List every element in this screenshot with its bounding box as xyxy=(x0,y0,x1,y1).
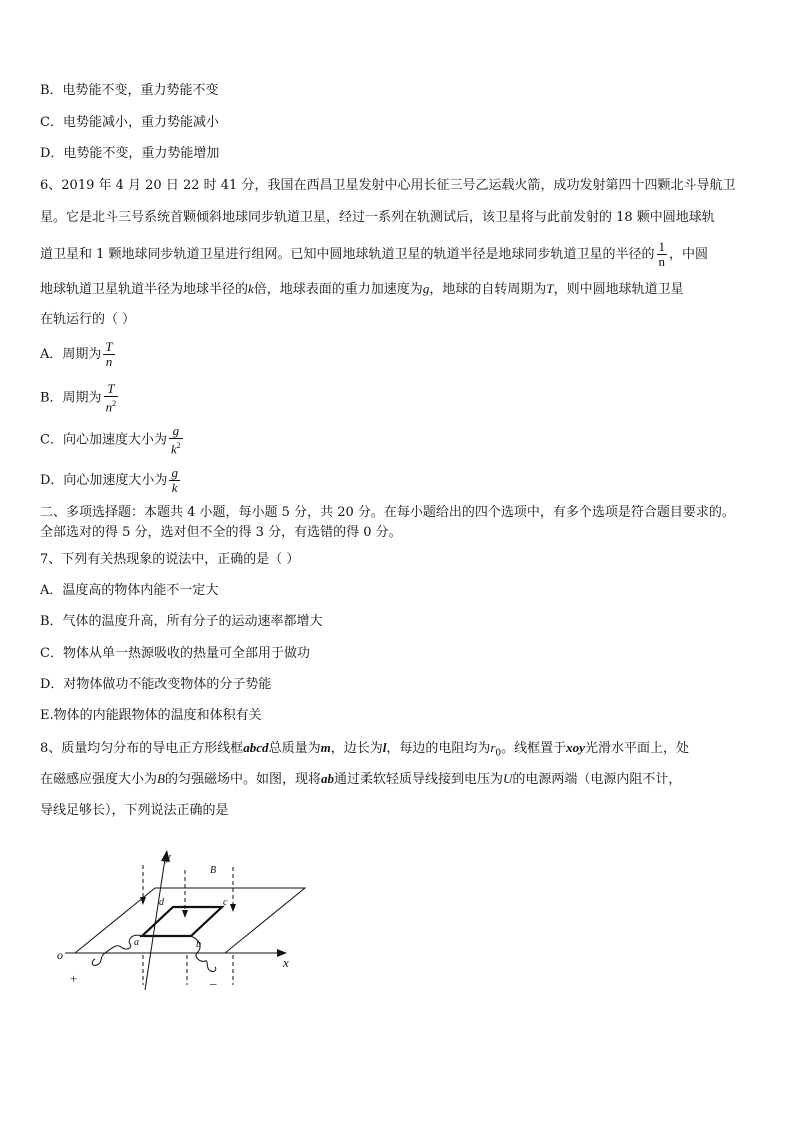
q6-stem-line2: 星。它是北斗三号系统首颗倾斜地球同步轨道卫星，经过一系列在轨测试后，该卫星将与此前发射的 18 颗中圆地球轨 xyxy=(40,210,715,225)
fraction-denominator xyxy=(104,396,119,414)
label-plus: + xyxy=(70,971,78,986)
field-arrow-3 xyxy=(230,904,236,912)
fraction-denominator: n xyxy=(103,354,114,369)
exponent: 2 xyxy=(112,399,117,408)
var-l: l xyxy=(382,740,387,755)
q8-stem-line2 xyxy=(40,770,681,789)
q7-option-a: A．温度高的物体内能不一定大 xyxy=(40,583,219,598)
label-a: a xyxy=(134,937,139,948)
label-c: c xyxy=(223,897,228,908)
q6-option-a xyxy=(40,340,117,369)
wire-negative xyxy=(191,936,216,972)
q6-stem-line3 xyxy=(40,240,708,269)
q6-fraction-1-over-n xyxy=(657,240,668,269)
section2-heading-line2: 全部选对的得 5 分，选对但不全的得 3 分，有选错的得 0 分。 xyxy=(40,525,402,540)
text-run: ，地球的自转周期为 xyxy=(429,282,547,297)
fraction-denominator xyxy=(169,438,183,456)
section2-heading-line1: 二、多项选择题：本题共 4 小题，每小题 5 分，共 20 分。在每小题给出的四个选项中，有多个选项是符合题目要求的。 xyxy=(40,505,735,520)
text-run: 8、质量均匀分布的导电正方形线框 xyxy=(40,741,244,756)
q6-option-b xyxy=(40,382,120,414)
q7-option-d: D．对物体做功不能改变物体的分子势能 xyxy=(40,677,272,692)
fraction-numerator: g xyxy=(172,423,180,438)
fraction-numerator: T xyxy=(105,339,113,354)
text-run: 通过柔软轻质导线接到电压为 xyxy=(333,772,503,787)
q6-option-d xyxy=(40,466,182,495)
option-label: B．周期为 xyxy=(40,390,102,406)
denominator-base: k xyxy=(170,441,177,457)
fraction-numerator: T xyxy=(107,381,115,396)
var-r: r xyxy=(490,740,496,755)
field-arrow-2 xyxy=(182,910,188,918)
q6-line3-tail: ，中圆 xyxy=(669,247,709,262)
label-B: B xyxy=(210,865,217,876)
fraction-g-over-k xyxy=(169,466,180,495)
option-label: A．周期为 xyxy=(40,347,102,362)
q8-figure xyxy=(55,845,315,995)
denominator-base: n xyxy=(105,399,113,415)
q5-option-b: B．电势能不变，重力势能不变 xyxy=(40,83,219,98)
q7-stem: 7、下列有关热现象的说法中，正确的是（ ） xyxy=(40,552,300,567)
fraction-T-over-n xyxy=(103,340,114,369)
fraction-g-over-k-squared xyxy=(169,424,183,456)
subscript: 0 xyxy=(495,748,502,759)
label-minus: _ xyxy=(210,971,217,986)
q7-option-e: E.物体的内能跟物体的温度和体积有关 xyxy=(40,708,262,723)
text-run: 地球轨道卫星轨道半径为地球半径的 xyxy=(40,282,249,297)
fraction-T-over-n-squared xyxy=(104,382,119,414)
var-ab: ab xyxy=(320,771,334,786)
q7-option-b: B．气体的温度升高，所有分子的运动速率都增大 xyxy=(40,614,323,629)
q5-option-d: D．电势能不变，重力势能增加 xyxy=(40,146,220,161)
text-run: 光滑水平面上，处 xyxy=(584,741,689,756)
fraction-numerator: g xyxy=(171,465,178,480)
text-run: ，每边的电阻均为 xyxy=(386,741,491,756)
text-run: 的电源两端（电源内阻不计， xyxy=(512,772,682,787)
var-k: k xyxy=(248,281,254,296)
q8-stem-line1 xyxy=(40,739,689,763)
text-run: 倍，地球表面的重力加速度为 xyxy=(253,282,423,297)
label-o: o xyxy=(57,948,63,962)
label-b: b xyxy=(196,939,201,950)
var-xoy: xoy xyxy=(566,740,585,755)
q6-option-c xyxy=(40,424,185,456)
q8-stem-line3: 导线足够长），下列说法正确的是 xyxy=(40,803,229,818)
q6-stem-line4 xyxy=(40,280,684,299)
var-B: B xyxy=(157,771,165,786)
q6-stem-line5: 在轨运行的（ ） xyxy=(40,312,136,327)
var-abcd: abcd xyxy=(243,740,269,755)
exponent: 2 xyxy=(176,441,181,450)
q5-option-c: C．电势能减小，重力势能减小 xyxy=(40,115,219,130)
xoy-plane xyxy=(75,888,305,953)
fraction-denominator: k xyxy=(169,480,180,495)
q6-line3-text: 道卫星和 1 颗地球同步轨道卫星进行组网。已知中圆地球轨道卫星的轨道半径是地球同步轨道卫星的半径的 xyxy=(40,247,655,262)
text-run: 。线框置于 xyxy=(501,741,567,756)
fraction-numerator: 1 xyxy=(658,239,666,254)
option-label: D．向心加速度大小为 xyxy=(40,473,168,488)
text-run: 的匀强磁场中。如图，现将 xyxy=(164,772,321,787)
label-y: y xyxy=(165,849,171,864)
label-x: x xyxy=(283,955,289,970)
option-label: C．向心加速度大小为 xyxy=(40,432,167,448)
text-run: 总质量为 xyxy=(268,741,321,756)
text-run: 在磁感应强度大小为 xyxy=(40,772,158,787)
var-g: g xyxy=(422,281,430,296)
var-T: T xyxy=(546,281,554,296)
q7-option-c: C．物体从单一热源吸收的热量可全部用于做功 xyxy=(40,646,310,661)
fraction-denominator: n xyxy=(658,254,666,269)
field-arrow-1 xyxy=(140,897,146,905)
label-d: d xyxy=(159,897,164,908)
q6-stem-line1: 6、2019 年 4 月 20 日 22 时 41 分，我国在西昌卫星发射中心用长征三号乙运载火箭，成功发射第四十四颗北斗导航卫 xyxy=(40,178,736,193)
text-run: ，则中圆地球轨道卫星 xyxy=(553,282,684,297)
text-run: ，边长为 xyxy=(330,741,383,756)
var-U: U xyxy=(503,771,513,786)
var-m: m xyxy=(320,740,331,755)
